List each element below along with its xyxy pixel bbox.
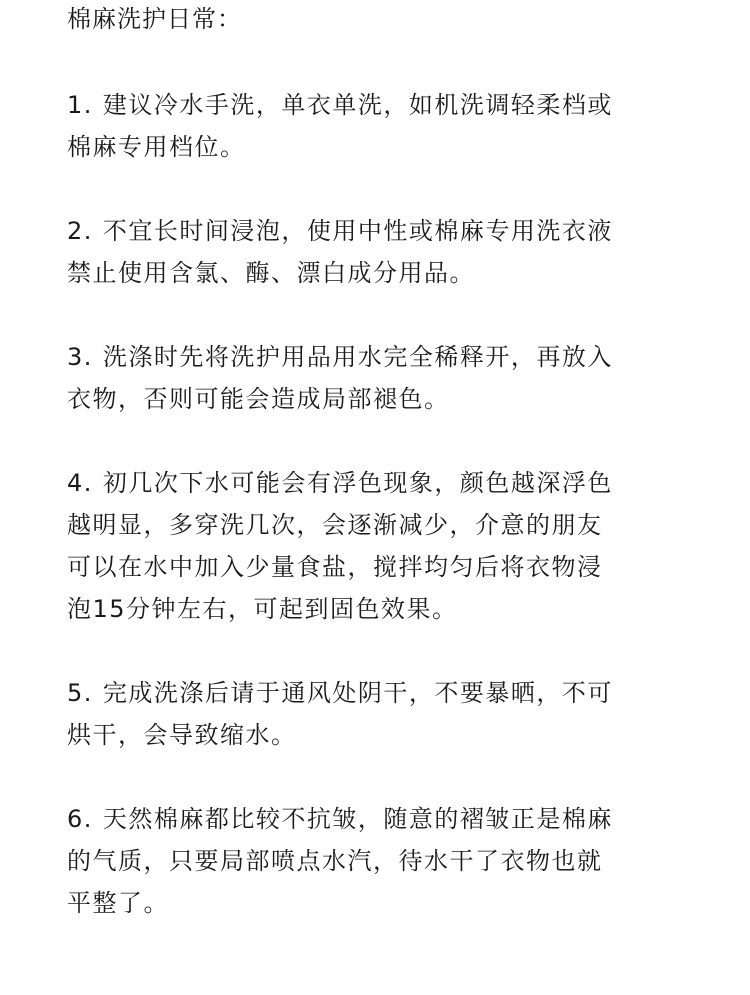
care-item-3-line-1 [67,336,667,378]
care-item-3 [67,336,667,420]
care-item-1-line-1 [67,84,667,126]
care-item-1-line-2: 棉麻专用档位。 [67,133,246,161]
care-item-5 [67,672,667,756]
care-item-2-line-2: 禁止使用含氯、酶、漂白成分用品。 [67,259,475,287]
care-item-5-text-1: 完成洗涤后请于通风处阴干，不要暴晒，不可 [102,679,613,707]
care-instructions-document [67,0,667,917]
care-item-2 [67,210,667,294]
care-item-3-line-2: 衣物，否则可能会造成局部褪色。 [67,385,450,413]
care-item-2-text-1: 不宜长时间浸泡，使用中性或棉麻专用洗衣液 [102,217,613,245]
care-item-4-line-3: 可以在水中加入少量食盐，搅拌均匀后将衣物浸 [67,553,603,581]
care-item-5-line-2: 烘干，会导致缩水。 [67,721,297,749]
care-item-4-number: 4. [67,469,93,497]
care-item-5-line-1 [67,672,667,714]
care-item-4-line-4: 泡15分钟左右，可起到固色效果。 [67,595,458,623]
care-item-6-number: 6. [67,805,93,833]
care-item-1 [67,84,667,168]
care-item-6-text-1: 天然棉麻都比较不抗皱，随意的褶皱正是棉麻 [102,805,613,833]
care-item-4 [67,462,667,630]
care-item-6-line-1 [67,798,667,840]
care-item-6 [67,798,667,924]
care-item-4-line-1 [67,462,667,504]
care-item-3-number: 3. [67,343,93,371]
care-item-4-line-2: 越明显，多穿洗几次，会逐渐减少，介意的朋友 [67,511,603,539]
care-item-1-text-1: 建议冷水手洗，单衣单洗，如机洗调轻柔档或 [102,91,613,119]
page-title: 棉麻洗护日常： [67,5,242,33]
care-item-6-line-2: 的气质，只要局部喷点水汽，待水干了衣物也就 [67,847,603,875]
care-item-4-text-1: 初几次下水可能会有浮色现象，颜色越深浮色 [102,469,613,497]
care-item-1-number: 1. [67,91,93,119]
care-item-3-text-1: 洗涤时先将洗护用品用水完全稀释开，再放入 [102,343,613,371]
care-item-2-line-1 [67,210,667,252]
care-item-2-number: 2. [67,217,93,245]
care-item-5-number: 5. [67,679,93,707]
care-item-6-line-3: 平整了。 [67,889,169,917]
